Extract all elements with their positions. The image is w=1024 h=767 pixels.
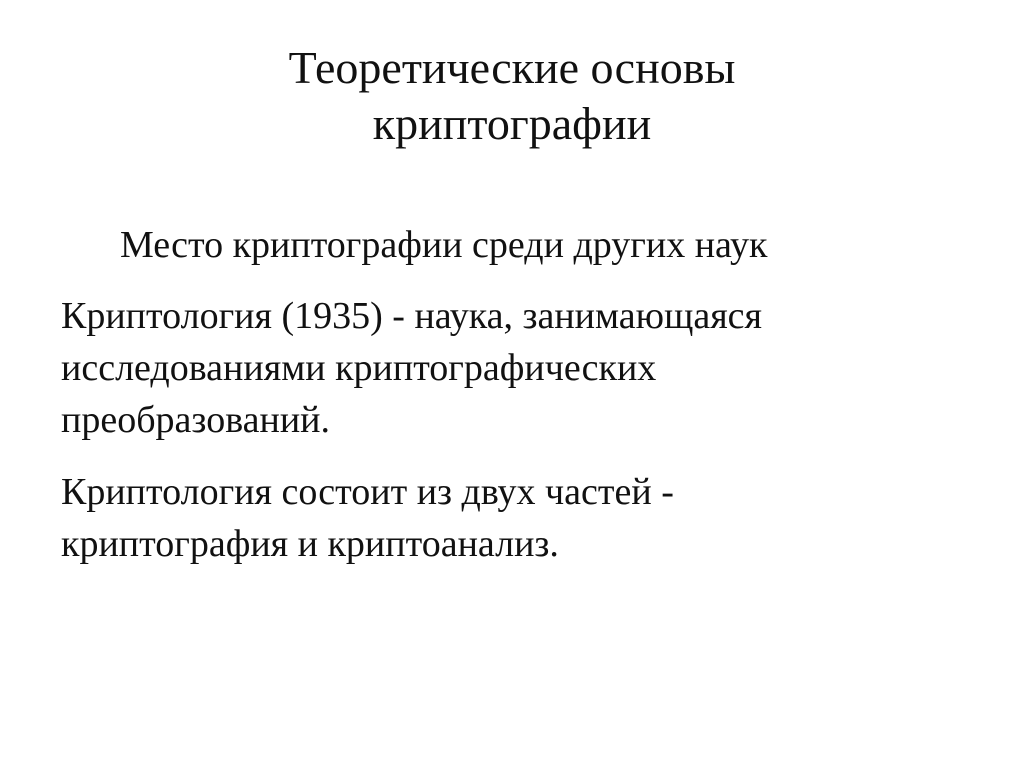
paragraph-cryptology-definition	[61, 290, 941, 446]
paragraph-line: Криптология состоит из двух частей -	[61, 471, 674, 513]
paragraph-line: преобразований.	[61, 399, 331, 441]
slide-title	[150, 40, 874, 152]
paragraph-line: криптография и криптоанализ.	[61, 523, 559, 565]
slide-title-line-1: Теоретические основы	[288, 42, 736, 93]
slide-subtitle: Место криптографии среди других наук	[120, 224, 768, 266]
paragraph-line: исследованиями криптографических	[61, 347, 657, 389]
paragraph-line: Криптология (1935) - наука, занимающаяся	[61, 295, 763, 337]
paragraph-cryptology-parts	[61, 466, 941, 570]
slide-title-line-2: криптографии	[372, 98, 652, 149]
